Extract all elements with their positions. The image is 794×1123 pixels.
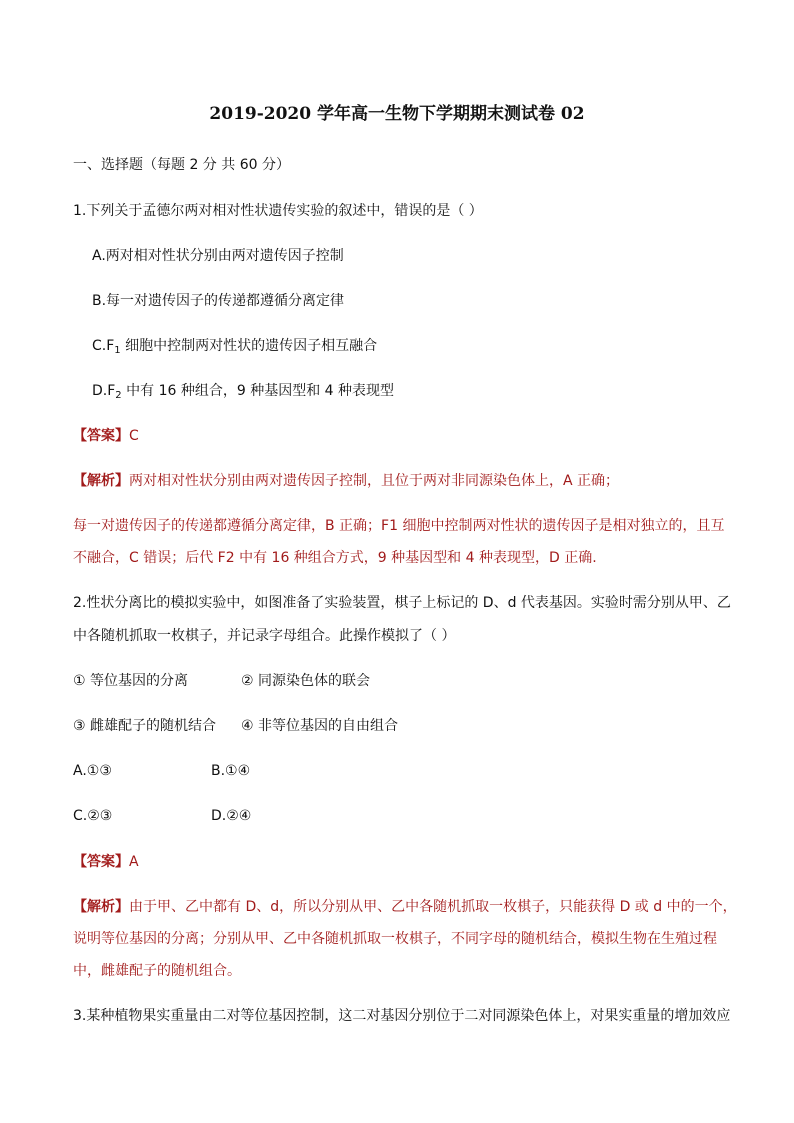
q1-option-b: B.每一对遗传因子的传递都遵循分离定律 xyxy=(92,293,345,309)
q1-analysis-line-2: 每一对遗传因子的传递都遵循分离定律，B 正确；F1 细胞中控制两对性状的遗传因子是相对独立的，且互 xyxy=(73,518,725,534)
q1-option-c-text: 细胞中控制两对性状的遗传因子相互融合 xyxy=(120,338,378,354)
q1-option-d-prefix: D.F xyxy=(92,383,116,399)
q2-analysis-text: 由于甲、乙中都有 D、d，所以分别从甲、乙中各随机抓取一枚棋子，只能获得 D 或 d 中的一个， xyxy=(129,899,737,915)
q1-option-d-subscript: 2 xyxy=(115,390,122,401)
q1-stem: 1.下列关于孟德尔两对相对性状遗传实验的叙述中，错误的是（ ） xyxy=(73,203,483,219)
q2-option-a: A.①③ xyxy=(73,763,112,779)
q1-option-c xyxy=(92,336,377,356)
q1-answer-value: C xyxy=(129,428,139,444)
q1-analysis-label: 【解析】 xyxy=(73,473,129,489)
q2-answer-label: 【答案】 xyxy=(73,854,129,870)
q1-option-c-prefix: C.F xyxy=(92,338,115,354)
q2-answer xyxy=(73,852,139,872)
q3-stem-line-1: 3.某种植物果实重量由二对等位基因控制，这二对基因分别位于二对同源染色体上，对果实重量的增加效应 xyxy=(73,1008,731,1024)
q1-option-d-text: 中有 16 种组合，9 种基因型和 4 种表现型 xyxy=(121,383,395,399)
q1-analysis-text: 两对相对性状分别由两对遗传因子控制，且位于两对非同源染色体上，A 正确； xyxy=(129,473,620,489)
q2-stem-line-2: 中各随机抓取一枚棋子，并记录字母组合。此操作模拟了（ ） xyxy=(73,628,456,644)
q1-option-a: A.两对相对性状分别由两对遗传因子控制 xyxy=(92,248,344,264)
q2-item-1: ① 等位基因的分离 xyxy=(73,673,189,689)
q1-answer-label: 【答案】 xyxy=(73,428,129,444)
q2-answer-value: A xyxy=(129,854,139,870)
q1-analysis-line-3: 不融合，C 错误；后代 F2 中有 16 种组合方式，9 种基因型和 4 种表现型，D 正确. xyxy=(73,550,597,566)
q2-analysis-line-3: 中，雌雄配子的随机组合。 xyxy=(73,963,241,979)
page-title: 2019-2020 学年高一生物下学期期末测试卷 02 xyxy=(209,104,585,124)
q2-option-c: C.②③ xyxy=(73,808,113,824)
q1-option-c-subscript: 1 xyxy=(114,345,121,356)
q2-item-4: ④ 非等位基因的自由组合 xyxy=(241,718,399,734)
q1-answer xyxy=(73,426,139,446)
q2-option-b: B.①④ xyxy=(211,763,251,779)
section-heading: 一、选择题（每题 2 分 共 60 分） xyxy=(73,157,290,173)
q1-analysis xyxy=(73,471,619,491)
q2-analysis xyxy=(73,897,737,917)
q2-stem-line-1: 2.性状分离比的模拟实验中，如图准备了实验装置，棋子上标记的 D、d 代表基因。实验时需分别从甲、乙 xyxy=(73,595,731,611)
q2-analysis-label: 【解析】 xyxy=(73,899,129,915)
q2-analysis-line-2: 说明等位基因的分离；分别从甲、乙中各随机抓取一枚棋子，不同字母的随机结合，模拟生物在生殖过程 xyxy=(73,931,717,947)
q2-option-d: D.②④ xyxy=(211,808,252,824)
q2-item-2: ② 同源染色体的联会 xyxy=(241,673,371,689)
q2-item-3: ③ 雌雄配子的随机结合 xyxy=(73,718,217,734)
q1-option-d xyxy=(92,381,394,401)
